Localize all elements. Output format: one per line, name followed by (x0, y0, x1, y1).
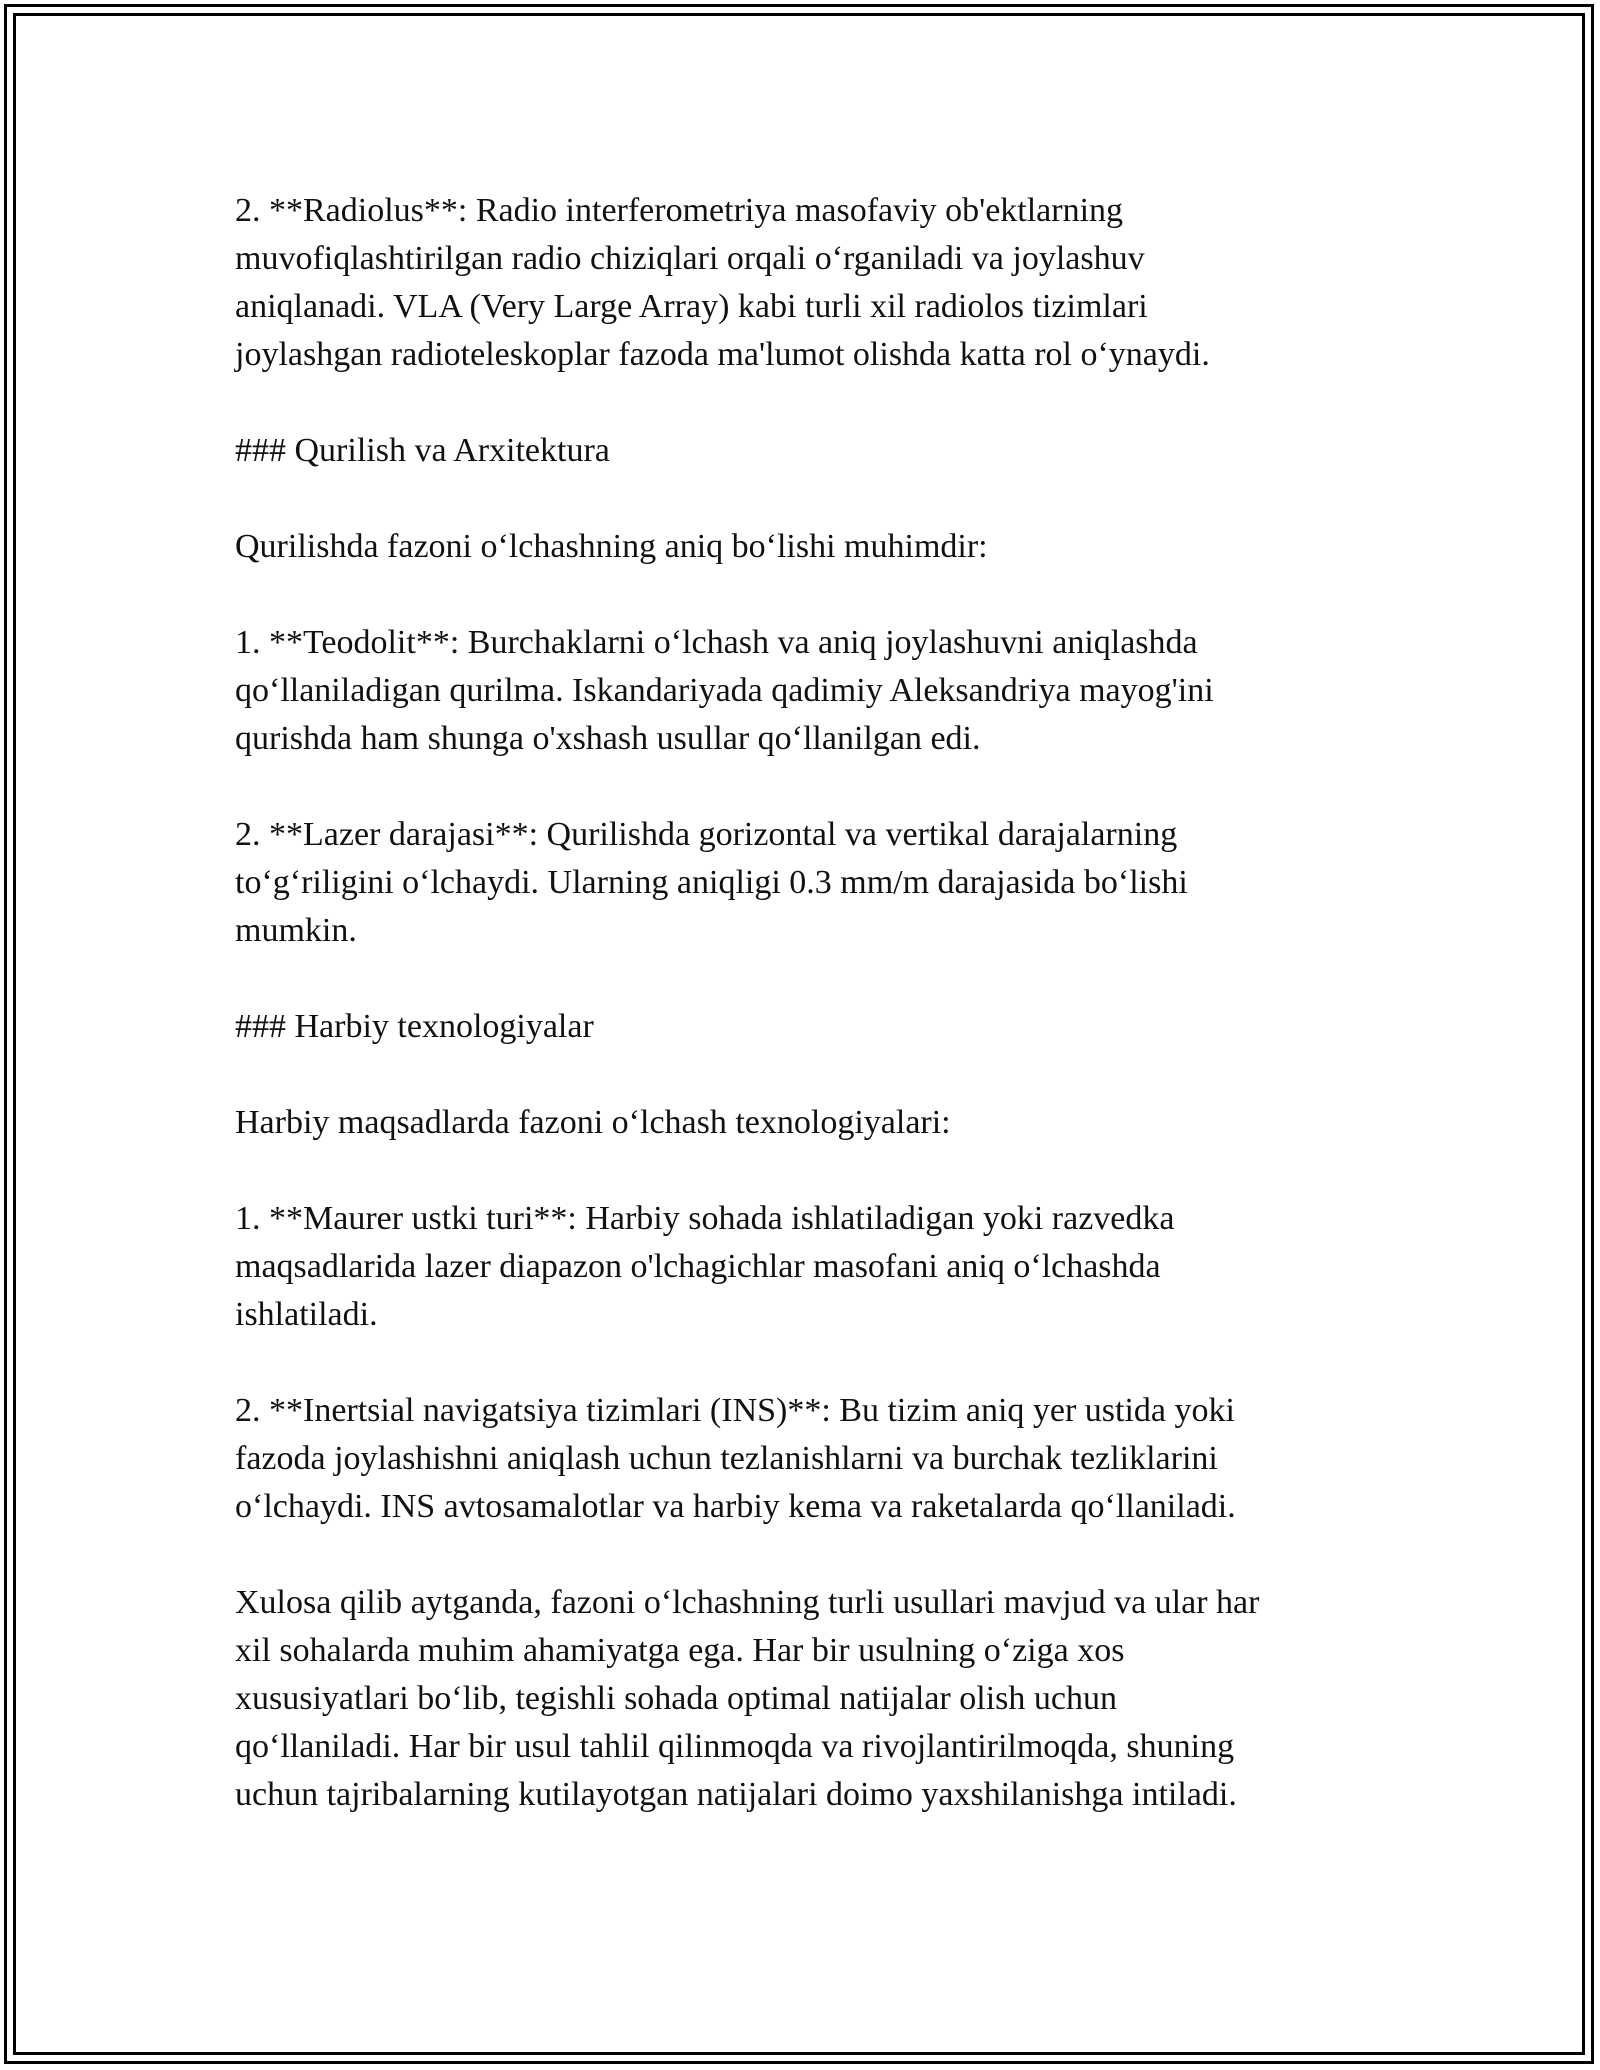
section-heading-harbiy: ### Harbiy texnologiyalar (235, 1008, 594, 1045)
list-item-teodolit: 1. **Teodolit**: Burchaklarni o‘lchash va aniq joylashuvni aniqlashda qo‘llaniladigan qurilma. Iskandariyada qadimiy Aleksandriya mayog'ini qurishda ham shunga o'xshash usullar qo‘llanilgan edi. (235, 624, 1214, 757)
list-item-maurer: 1. **Maurer ustki turi**: Harbiy sohada ishlatiladigan yoki razvedka maqsadlarida lazer diapazon o'lchagichlar masofani aniq o‘lchashda ishlatiladi. (235, 1200, 1175, 1333)
intro-paragraph-harbiy: Harbiy maqsadlarda fazoni o‘lchash texnologiyalari: (235, 1104, 951, 1141)
document-body (235, 187, 1365, 1819)
list-item-radiolus: 2. **Radiolus**: Radio interferometriya masofaviy ob'ektlarning muvofiqlashtirilgan radio chiziqlari orqali o‘rganiladi va joylashuv aniqlanadi. VLA (Very Large Array) kabi turli xil radiolos tizimlari joylashgan radioteleskoplar fazoda ma'lumot olishda katta rol o‘ynaydi. (235, 192, 1210, 373)
section-heading-qurilish: ### Qurilish va Arxitektura (235, 432, 610, 469)
intro-paragraph-qurilish: Qurilishda fazoni o‘lchashning aniq bo‘lishi muhimdir: (235, 528, 988, 565)
list-item-ins: 2. **Inertsial navigatsiya tizimlari (INS)**: Bu tizim aniq yer ustida yoki fazoda joylashishni aniqlash uchun tezlanishlarni va burchak tezliklarini o‘lchaydi. INS avtosamalotlar va harbiy kema va raketalarda qo‘llaniladi. (235, 1392, 1236, 1525)
conclusion-paragraph: Xulosa qilib aytganda, fazoni o‘lchashning turli usullari mavjud va ular har xil sohalarda muhim ahamiyatga ega. Har bir usulning o‘ziga xos xususiyatlari bo‘lib, tegishli sohada optimal natijalar olish uchun qo‘llaniladi. Har bir usul tahlil qilinmoqda va rivojlantirilmoqda, shuning uchun tajribalarning kutilayotgan natijalari doimo yaxshilanishga intiladi. (235, 1584, 1260, 1813)
list-item-lazer-darajasi: 2. **Lazer darajasi**: Qurilishda gorizontal va vertikal darajalarning to‘g‘riligini o‘lchaydi. Ularning aniqligi 0.3 mm/m darajasida bo‘lishi mumkin. (235, 816, 1188, 949)
